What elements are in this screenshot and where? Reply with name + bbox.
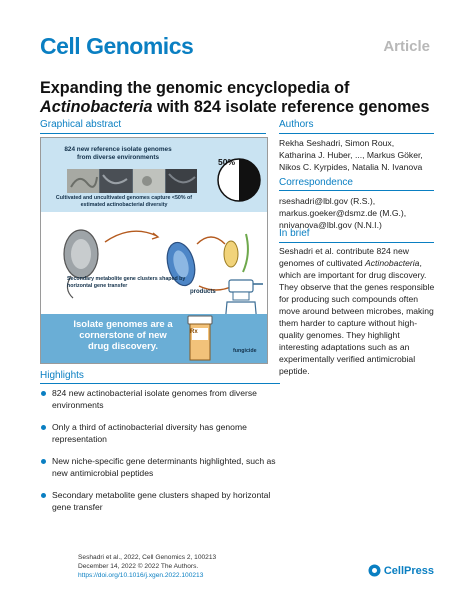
in-brief-text-start: Seshadri et al. contribute 824 new genomes of cultivated xyxy=(279,246,409,268)
highlight-text: New niche-specific gene determinants highlighted, such as new antimicrobial peptides xyxy=(52,456,276,478)
highlights-rule xyxy=(40,383,280,384)
doi-link[interactable]: https://doi.org/10.1016/j.xgen.2022.100213 xyxy=(78,572,204,579)
date-copyright-line: December 14, 2022 © 2022 The Authors. xyxy=(78,563,199,570)
bullet-icon xyxy=(41,425,46,430)
in-brief-text-end: , which are important for drug discovery. They observe that the genes responsible for producing such compounds often move around between microbes, making them harder to capture without high-quality genomes. They highlight interesting adaptations such as an experimentally verified antimicrobial peptide. xyxy=(279,258,435,376)
publisher-logo xyxy=(368,564,434,577)
highlight-item xyxy=(40,490,280,513)
authors-list xyxy=(279,137,439,173)
percent-label: 50% xyxy=(218,157,236,167)
authors-line-1: Rekha Seshadri, Simon Roux, xyxy=(279,138,395,148)
bullet-icon xyxy=(41,459,46,464)
ga-gene-cluster-text: Secondary metabolite gene clusters shaped by horizontal gene transfer xyxy=(67,276,186,289)
article-type-label: Article xyxy=(383,38,430,55)
title-line1: Expanding the genomic encyclopedia of xyxy=(40,79,350,97)
authors-rule xyxy=(279,133,434,134)
highlight-text: Only a third of actinobacterial diversity has genome representation xyxy=(52,422,247,444)
bullet-icon xyxy=(41,493,46,498)
in-brief-heading: In brief xyxy=(279,228,310,239)
fifty-percent-pie-icon xyxy=(201,146,263,208)
rx-label: Rx xyxy=(190,329,198,335)
ga-conclusion-text: Isolate genomes are a cornerstone of new drug discovery. xyxy=(73,319,173,352)
authors-line-3: Nikos C. Kyrpides, Natalia N. Ivanova xyxy=(279,162,423,172)
highlight-item xyxy=(40,456,280,479)
highlight-text: Secondary metabolite gene clusters shaped by horizontal gene transfer xyxy=(52,490,271,512)
in-brief-taxon: Actinobacteria xyxy=(365,258,420,268)
ga-products-label: products xyxy=(190,289,216,295)
title-italic-taxon: Actinobacteria xyxy=(40,98,153,116)
correspondence-rule xyxy=(279,190,434,191)
citation-line: Seshadri et al., 2022, Cell Genomics 2, 100213 xyxy=(78,554,217,561)
authors-line-2: Katharina J. Huber, ..., Markus Göker, xyxy=(279,150,423,160)
title-line2: with 824 isolate reference genomes xyxy=(152,98,430,116)
publisher-name: CellPress xyxy=(383,564,434,577)
journal-name: Cell Genomics xyxy=(40,33,194,59)
article-title xyxy=(40,79,440,117)
email-line-3[interactable]: nnivanova@lbl.gov (N.N.I.) xyxy=(279,220,382,230)
ga-genomes-text: 824 new reference isolate genomes from diverse environments xyxy=(64,146,172,161)
bullet-icon xyxy=(41,391,46,396)
correspondence-emails xyxy=(279,195,439,231)
fungicide-label: fungicide xyxy=(233,348,257,354)
ga-diversity-text: Cultivated and uncultivated genomes capture <50% of estimated actinobacterial diversity xyxy=(55,195,193,208)
graphical-abstract-rule xyxy=(40,133,266,134)
in-brief-text xyxy=(279,245,436,377)
pill-bottle-icon xyxy=(185,314,215,362)
highlight-item xyxy=(40,388,280,411)
email-line-1[interactable]: rseshadri@lbl.gov (R.S.), xyxy=(279,196,376,206)
email-line-2[interactable]: markus.goeker@dsmz.de (M.G.), xyxy=(279,208,407,218)
microscopy-images-strip xyxy=(67,169,197,193)
correspondence-heading: Correspondence xyxy=(279,177,353,188)
graphical-abstract-figure xyxy=(40,137,268,364)
highlights-list xyxy=(40,388,280,524)
authors-heading: Authors xyxy=(279,119,314,130)
highlight-item xyxy=(40,422,280,445)
highlights-heading: Highlights xyxy=(40,370,84,381)
in-brief-rule xyxy=(279,242,434,243)
graphical-abstract-heading: Graphical abstract xyxy=(40,119,122,130)
citation-footer xyxy=(78,553,216,580)
cellpress-logo-icon xyxy=(368,564,381,577)
highlight-text: 824 new actinobacterial isolate genomes from diverse environments xyxy=(52,388,257,410)
